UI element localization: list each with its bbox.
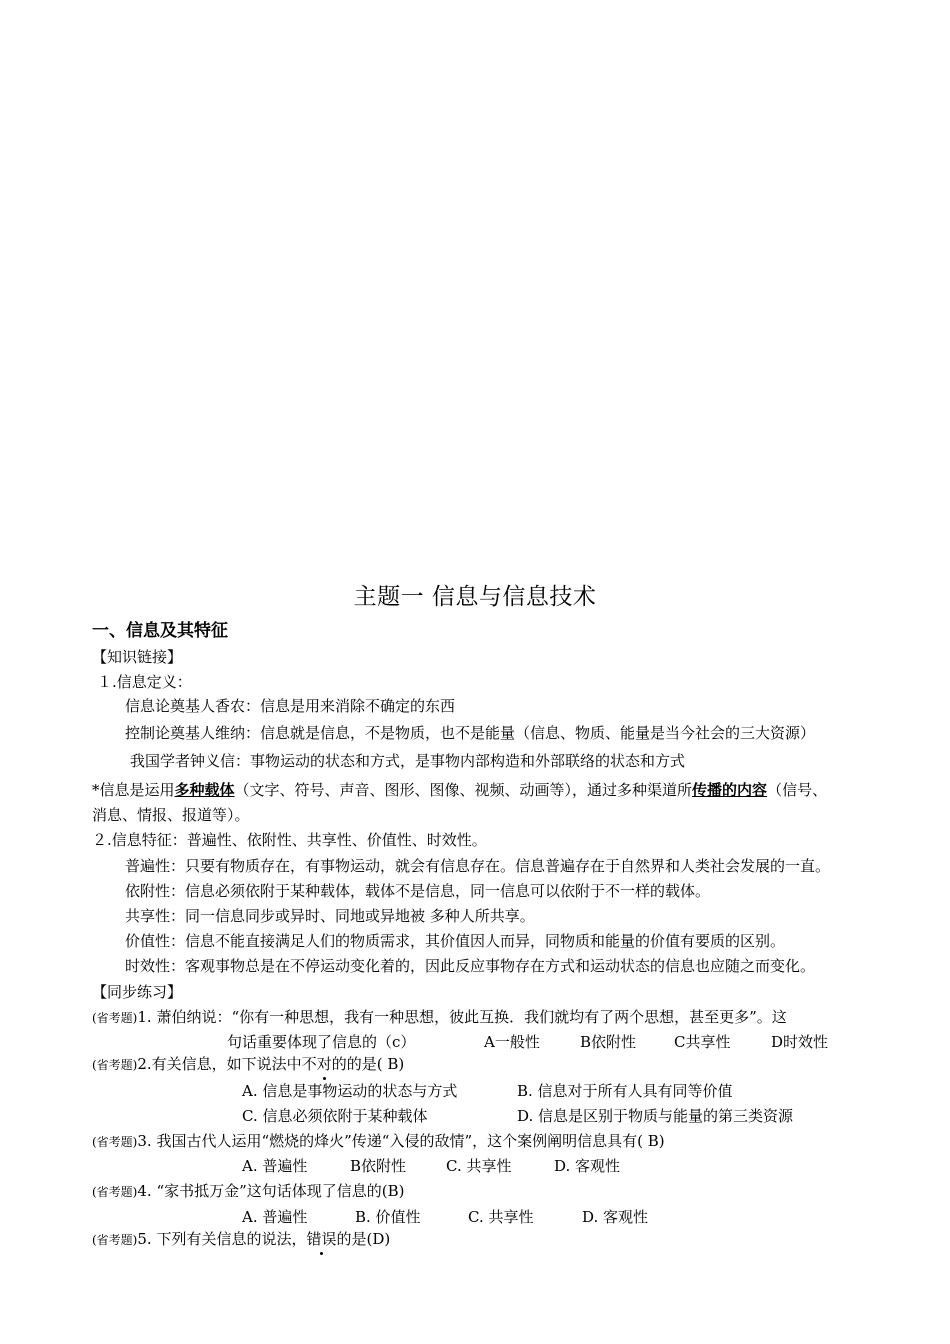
carrier-note-part1: *信息是运用 — [92, 781, 175, 799]
q4-option-c: C. 共享性 — [468, 1208, 534, 1226]
feature-dependency: 依附性：信息必须依附于某种载体，载体不是信息，同一信息可以依附于不一样的载体。 — [125, 882, 711, 900]
q4-option-d: D. 客观性 — [582, 1208, 649, 1226]
question-1-cont: 句话重要体现了信息的（c） — [227, 1033, 416, 1051]
q4-option-b: B. 价值性 — [355, 1208, 421, 1226]
question-3-text: 3. 我国古代人运用“燃烧的烽火”传递“入侵的敌情”，这个案例阐明信息具有( B) — [137, 1132, 665, 1150]
question-5-post: 的是(D) — [336, 1230, 391, 1248]
question-tag: (省考题) — [92, 1135, 138, 1149]
q3-option-c: C. 共享性 — [446, 1157, 512, 1175]
question-3 — [92, 1131, 665, 1152]
question-5-pre: 5. 下列有关信息的说法， — [137, 1230, 307, 1248]
q1-option-b: B依附性 — [580, 1033, 637, 1051]
definition-label: １.信息定义： — [97, 673, 192, 691]
q2-option-d: D. 信息是区别于物质与能量的第三类资源 — [517, 1107, 794, 1125]
definition-zhong: 我国学者钟义信：事物运动的状态和方式，是事物内部构造和外部联络的状态和方式 — [130, 752, 686, 770]
feature-universality: 普遍性：只要有物质存在，有事物运动，就会有信息存在。信息普遍存在于自然界和人类社会发展的一直。 — [125, 857, 831, 875]
q2-option-c: C. 信息必须依附于某种载体 — [242, 1107, 428, 1125]
carrier-note-part2: （文字、符号、声音、图形、图像、视频、动画等），通过多种渠道所 — [234, 781, 693, 799]
question-4-text: 4. “家书抵万金”这句话体现了信息的(B) — [137, 1182, 405, 1200]
q3-option-a: A. 普遍性 — [242, 1157, 308, 1175]
question-tag: (省考题) — [92, 1185, 138, 1199]
question-1 — [92, 1007, 787, 1028]
page-title: 主题一 信息与信息技术 — [353, 584, 597, 610]
question-2-pre: 2.有关信息，如下说法中 — [137, 1055, 302, 1073]
carrier-note-part3: （信号、 — [767, 781, 828, 799]
question-2-emphasis: 不对的 — [301, 1055, 347, 1073]
q3-option-d: D. 客观性 — [554, 1157, 621, 1175]
features-label: ２.信息特征：普遍性、依附性、共享性、价值性、时效性。 — [92, 831, 487, 849]
question-2 — [92, 1054, 404, 1075]
q2-option-a: A. 信息是事物运动的状态与方式 — [242, 1082, 458, 1100]
carrier-note-cont: 消息、情报、报道等）。 — [92, 806, 250, 824]
question-tag: (省考题) — [92, 1233, 138, 1247]
q1-option-a: A一般性 — [484, 1033, 540, 1051]
knowledge-link-header: 【知识链接】 — [92, 648, 183, 666]
question-5-emphasis: 错误 — [306, 1230, 337, 1248]
q4-option-a: A. 普遍性 — [242, 1208, 308, 1226]
question-5 — [92, 1229, 390, 1250]
definition-shannon: 信息论奠基人香农：信息是用来消除不确定的东西 — [125, 697, 456, 715]
question-1-text: 1. 萧伯纳说：“你有一种思想，我有一种思想，彼此互换．我们就均有了两个思想，甚至更多”。这 — [137, 1008, 787, 1026]
question-tag: (省考题) — [92, 1011, 138, 1025]
carrier-note — [92, 780, 827, 800]
practice-header: 【同步练习】 — [92, 983, 183, 1001]
section-heading: 一、信息及其特征 — [92, 621, 228, 641]
question-2-post: 的是( B) — [346, 1055, 405, 1073]
definition-wiener: 控制论奠基人维纳：信息就是信息，不是物质，也不是能量（信息、物质、能量是当今社会的三大资源） — [125, 724, 816, 742]
carrier-note-bold1: 多种载体 — [174, 781, 235, 799]
q3-option-b: B依附性 — [350, 1157, 407, 1175]
feature-timeliness: 时效性：客观事物总是在不停运动变化着的，因此反应事物存在方式和运动状态的信息也应随之而变化。 — [125, 957, 816, 975]
feature-value: 价值性：信息不能直接满足人们的物质需求，其价值因人而异，同物质和能量的价值有要质的区别。 — [125, 932, 786, 950]
question-tag: (省考题) — [92, 1058, 138, 1072]
carrier-note-bold2: 传播的内容 — [692, 781, 768, 799]
feature-sharing: 共享性：同一信息同步或异时、同地或异地被 多种人所共享。 — [125, 907, 535, 925]
q2-option-b: B. 信息对于所有人具有同等价值 — [517, 1082, 733, 1100]
q1-option-d: D时效性 — [771, 1033, 829, 1051]
q1-option-c: C共享性 — [674, 1033, 731, 1051]
question-4 — [92, 1181, 405, 1202]
